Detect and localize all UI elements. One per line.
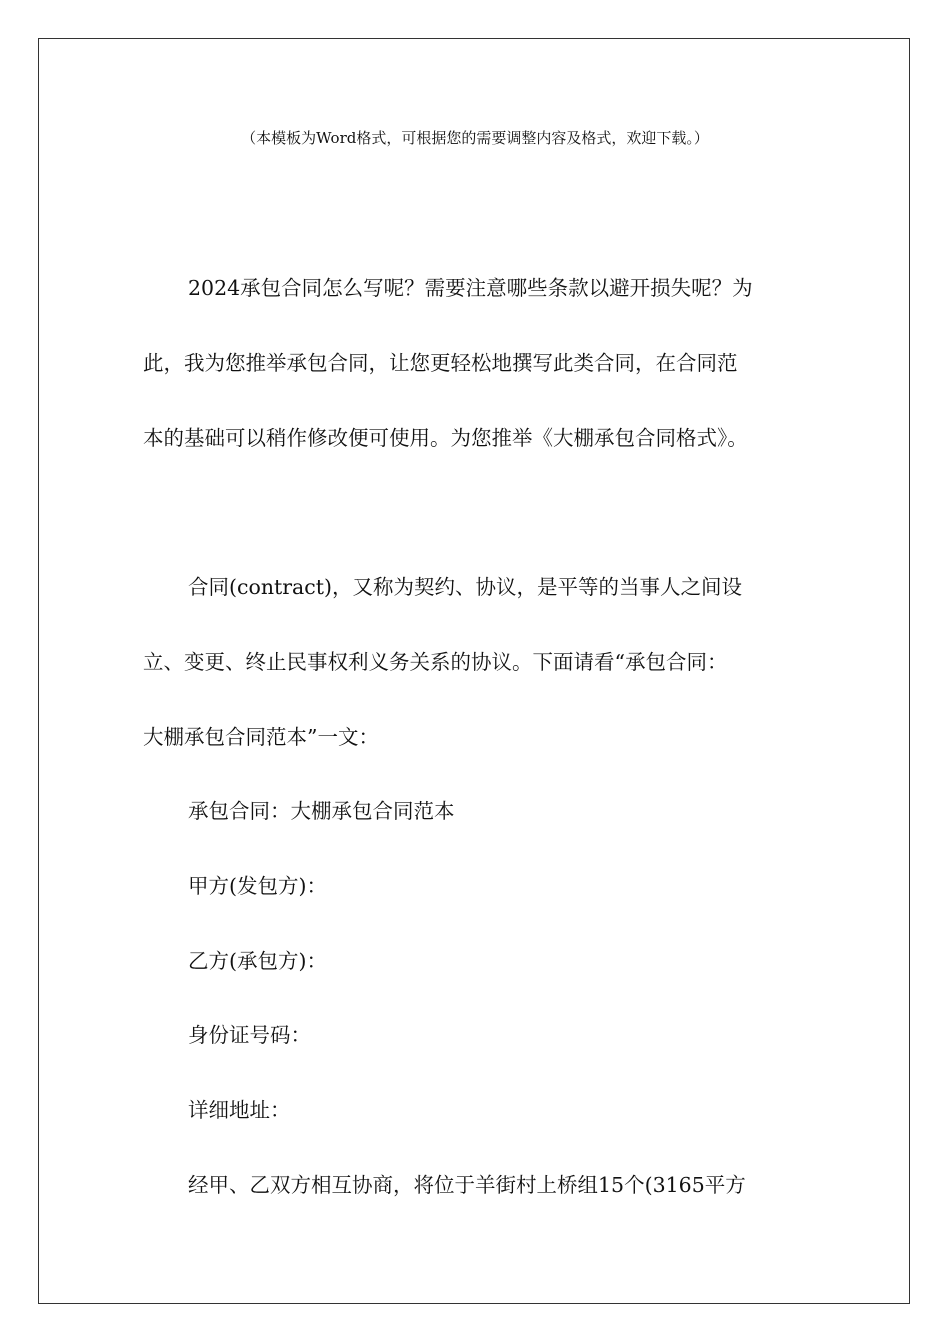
paragraph-1-line-1: 2024承包合同怎么写呢？需要注意哪些条款以避开损失呢？为 bbox=[188, 276, 753, 300]
paragraph-1-line-2: 此，我为您推举承包合同，让您更轻松地撰写此类合同，在合同范 bbox=[143, 351, 738, 375]
paragraph-2-line-2: 立、变更、终止民事权利义务关系的协议。下面请看“承包合同： bbox=[143, 650, 728, 674]
id-number-field: 身份证号码： bbox=[188, 1023, 311, 1047]
agreement-paragraph: 经甲、乙双方相互协商，将位于羊街村上桥组15个(3165平方 bbox=[188, 1173, 746, 1197]
party-a-field: 甲方(发包方)： bbox=[188, 874, 327, 898]
paragraph-2-line-3: 大棚承包合同范本”一文： bbox=[143, 725, 379, 749]
paragraph-1-line-3: 本的基础可以稍作修改便可使用。为您推举《大棚承包合同格式》。 bbox=[143, 426, 748, 450]
paragraph-2-line-1: 合同(contract)，又称为契约、协议，是平等的当事人之间设 bbox=[188, 575, 742, 599]
party-b-field: 乙方(承包方)： bbox=[188, 949, 327, 973]
address-field: 详细地址： bbox=[188, 1098, 291, 1122]
template-note: （本模板为Word格式，可根据您的需要调整内容及格式，欢迎下载。） bbox=[241, 129, 709, 147]
contract-title: 承包合同：大棚承包合同范本 bbox=[188, 799, 455, 823]
